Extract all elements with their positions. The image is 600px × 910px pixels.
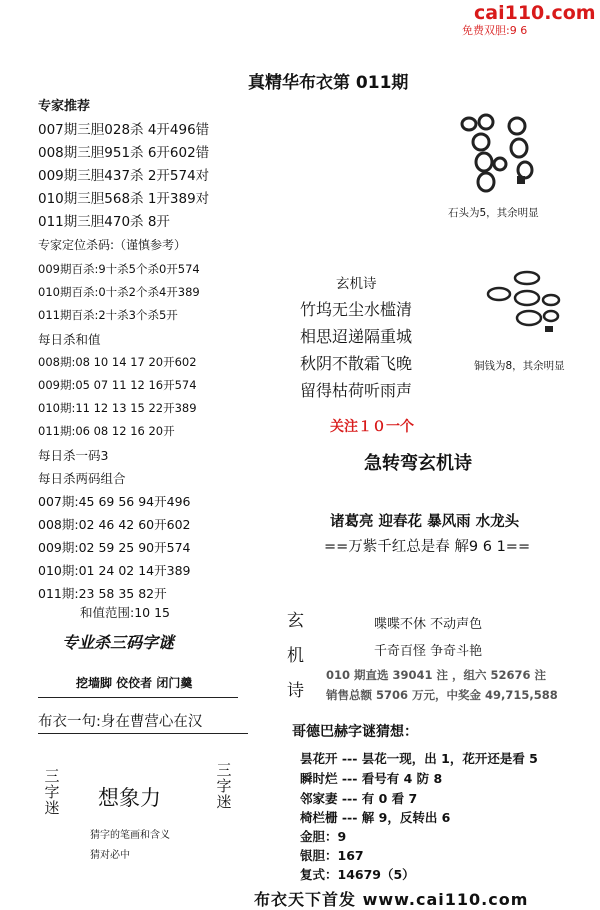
godel-row: 椅栏栅 --- 解 9，反转出 6 bbox=[300, 810, 451, 825]
two-combo-row: 008期:02 46 42 60开602 bbox=[38, 517, 191, 532]
poem-line: 留得枯荷听雨声 bbox=[300, 381, 413, 400]
riddle-three-words: 挖墙脚 佼佼者 闭门羹 bbox=[76, 676, 193, 690]
two-combo-row: 010期:01 24 02 14开389 bbox=[38, 563, 191, 578]
stone-caption: 石头为5，其余明显 bbox=[448, 207, 539, 219]
two-combo-row: 011期:23 58 35 82开 bbox=[38, 586, 167, 601]
stone-number-icon bbox=[455, 112, 545, 197]
poem-line: 竹坞无尘水槛清 bbox=[300, 300, 413, 319]
two-combo-heading: 每日杀两码组合 bbox=[38, 471, 126, 486]
position-kill-row: 009期百杀:9十杀5个杀0开574 bbox=[38, 262, 200, 276]
position-kill-row: 011期百杀:2十杀3个杀5开 bbox=[38, 308, 178, 322]
turn-solution: ==万紫千红总是春 解9 6 1== bbox=[324, 539, 531, 555]
imagination-hint: 猜字的笔画和含义 bbox=[90, 830, 170, 841]
buyi-sentence: 布衣一句:身在曹营心在汉 bbox=[38, 714, 203, 730]
divider bbox=[38, 697, 238, 698]
godel-row: 金胆：9 bbox=[300, 829, 347, 844]
sum-kill-row: 008期:08 10 14 17 20开602 bbox=[38, 355, 197, 369]
focus-label: 关注１０一个 bbox=[330, 419, 414, 435]
expert-row: 007期三胆028杀 4开496错 bbox=[38, 122, 210, 138]
coin-number-icon bbox=[485, 268, 565, 338]
page-title: 真精华布衣第 011期 bbox=[248, 73, 409, 93]
sum-kill-heading: 每日杀和值 bbox=[38, 332, 101, 347]
site-logo: cai110.com bbox=[474, 2, 596, 24]
riddle-three-heading: 专业杀三码字谜 bbox=[62, 633, 175, 652]
footer: 布衣天下首发 www.cai110.com bbox=[254, 890, 529, 909]
position-kill-row: 010期百杀:0十杀2个杀4开389 bbox=[38, 285, 200, 299]
xuanji-vertical: 玄 bbox=[287, 611, 304, 631]
vertical-label-right: 三字迷 bbox=[216, 761, 232, 811]
godel-row: 昙花开 --- 昙花一现，出 1，花开还是看 5 bbox=[300, 751, 538, 766]
vertical-label-left: 三字迷 bbox=[44, 767, 60, 817]
expert-row: 011期三胆470杀 8开 bbox=[38, 214, 170, 230]
position-kill-heading: 专家定位杀码:（谨慎参考） bbox=[38, 238, 187, 252]
godel-heading: 哥德巴赫字谜猜想： bbox=[292, 724, 418, 740]
godel-row: 邻家妻 --- 有 0 看 7 bbox=[300, 791, 418, 806]
sum-kill-row: 009期:05 07 11 12 16开574 bbox=[38, 378, 197, 392]
godel-row: 复式：14679（5） bbox=[300, 867, 415, 882]
sales-stat: 销售总额 5706 万元，中奖金 49,715,588 bbox=[326, 688, 558, 702]
xuanji-vertical: 机 bbox=[287, 646, 304, 666]
coin-caption: 铜钱为8，其余明显 bbox=[474, 360, 565, 372]
sum-range: 和值范围:10 15 bbox=[80, 605, 170, 620]
expert-heading: 专家推荐 bbox=[38, 99, 91, 114]
godel-row: 瞬时烂 --- 看号有 4 防 8 bbox=[300, 771, 443, 786]
turn-title: 急转弯玄机诗 bbox=[364, 453, 472, 474]
daily-kill-one: 每日杀一码3 bbox=[38, 448, 109, 463]
sum-kill-row: 011期:06 08 12 16 20开 bbox=[38, 424, 175, 438]
sales-stat: 010 期直选 39041 注 ，组六 52676 注 bbox=[326, 668, 547, 682]
xuanji-line: 千奇百怪 争奇斗艳 bbox=[374, 644, 483, 659]
poem-line: 相思迢递隔重城 bbox=[300, 327, 413, 346]
divider bbox=[38, 733, 248, 734]
poem-heading: 玄机诗 bbox=[336, 276, 377, 292]
sum-kill-row: 010期:11 12 13 15 22开389 bbox=[38, 401, 197, 415]
xuanji-line: 喋喋不休 不动声色 bbox=[374, 617, 483, 632]
godel-row: 银胆：167 bbox=[300, 848, 364, 863]
expert-row: 010期三胆568杀 1开389对 bbox=[38, 191, 210, 207]
poem-line: 秋阴不散霜飞晚 bbox=[300, 354, 413, 373]
xuanji-vertical: 诗 bbox=[287, 681, 304, 701]
expert-row: 008期三胆951杀 6开602错 bbox=[38, 145, 210, 161]
two-combo-row: 009期:02 59 25 90开574 bbox=[38, 540, 191, 555]
free-tag: 免费双胆:9 6 bbox=[462, 24, 528, 37]
imagination-hint: 猜对必中 bbox=[90, 850, 130, 861]
expert-row: 009期三胆437杀 2开574对 bbox=[38, 168, 210, 184]
two-combo-row: 007期:45 69 56 94开496 bbox=[38, 494, 191, 509]
turn-names: 诸葛亮 迎春花 暴风雨 水龙头 bbox=[330, 514, 520, 530]
imagination-word: 想象力 bbox=[98, 786, 161, 810]
